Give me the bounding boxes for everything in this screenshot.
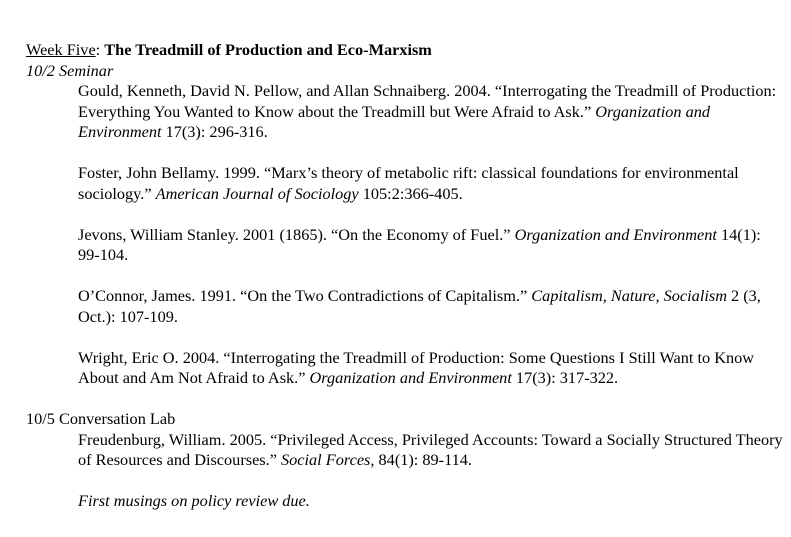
reading-entry	[78, 81, 786, 143]
assignment-note: First musings on policy review due.	[78, 491, 310, 510]
reading-list-conversation-lab	[26, 430, 786, 512]
reading-entry	[78, 430, 786, 471]
reading-entry	[78, 225, 786, 266]
reading-citation: Freudenburg, William. 2005. “Privileged Access, Privileged Accounts: Toward a Socially Structured Theory of Resources and Discourses.”	[78, 429, 783, 469]
week-heading	[26, 40, 786, 61]
week-title: The Treadmill of Production and Eco-Marxism	[104, 40, 432, 59]
reading-source: Capitalism, Nature, Socialism	[531, 286, 727, 305]
reading-details: , 84(1): 89-114.	[370, 450, 472, 469]
assignment-note-item	[78, 491, 786, 512]
reading-details: 2 (3, Oct.): 107-109.	[78, 286, 761, 326]
syllabus-page	[26, 40, 786, 532]
week-label: Week Five	[26, 40, 96, 59]
reading-details: 105:2:366-405.	[358, 183, 463, 203]
week-separator: :	[95, 40, 105, 59]
reading-source: American Journal of Sociology	[155, 183, 359, 203]
reading-entry	[78, 286, 786, 327]
reading-details: 17(3): 317-322.	[511, 368, 619, 387]
reading-entry	[78, 348, 786, 389]
reading-source: Social Forces	[281, 450, 371, 469]
reading-details: 14(1): 99-104.	[78, 224, 761, 264]
reading-entry	[78, 163, 786, 204]
reading-citation: Foster, John Bellamy. 1999. “Marx’s theory of metabolic rift: classical foundations for environmental sociology.”	[78, 163, 739, 203]
reading-list-seminar	[26, 81, 786, 389]
reading-citation: Jevons, William Stanley. 2001 (1865). “On the Economy of Fuel.”	[78, 224, 515, 244]
reading-citation: O’Connor, James. 1991. “On the Two Contradictions of Capitalism.”	[78, 286, 532, 305]
session-label-seminar: 10/2 Seminar	[26, 60, 114, 80]
reading-source: Organization and Environment	[309, 368, 512, 387]
reading-source: Organization and Environment	[78, 101, 711, 141]
reading-details: 17(3): 296-316.	[161, 122, 268, 141]
reading-citation: Wright, Eric O. 2004. “Interrogating the Treadmill of Production: Some Questions I Still Want to Know About and Am Not Afraid to Ask.”	[78, 347, 755, 387]
session-label-conversation-lab: 10/5 Conversation Lab	[26, 409, 176, 428]
reading-source: Organization and Environment	[514, 224, 717, 244]
reading-citation: Gould, Kenneth, David N. Pellow, and Allan Schnaiberg. 2004. “Interrogating the Treadmill of Production: Everything You Wanted to Know about the Treadmill but Were Afraid to Ask.”	[78, 81, 777, 121]
